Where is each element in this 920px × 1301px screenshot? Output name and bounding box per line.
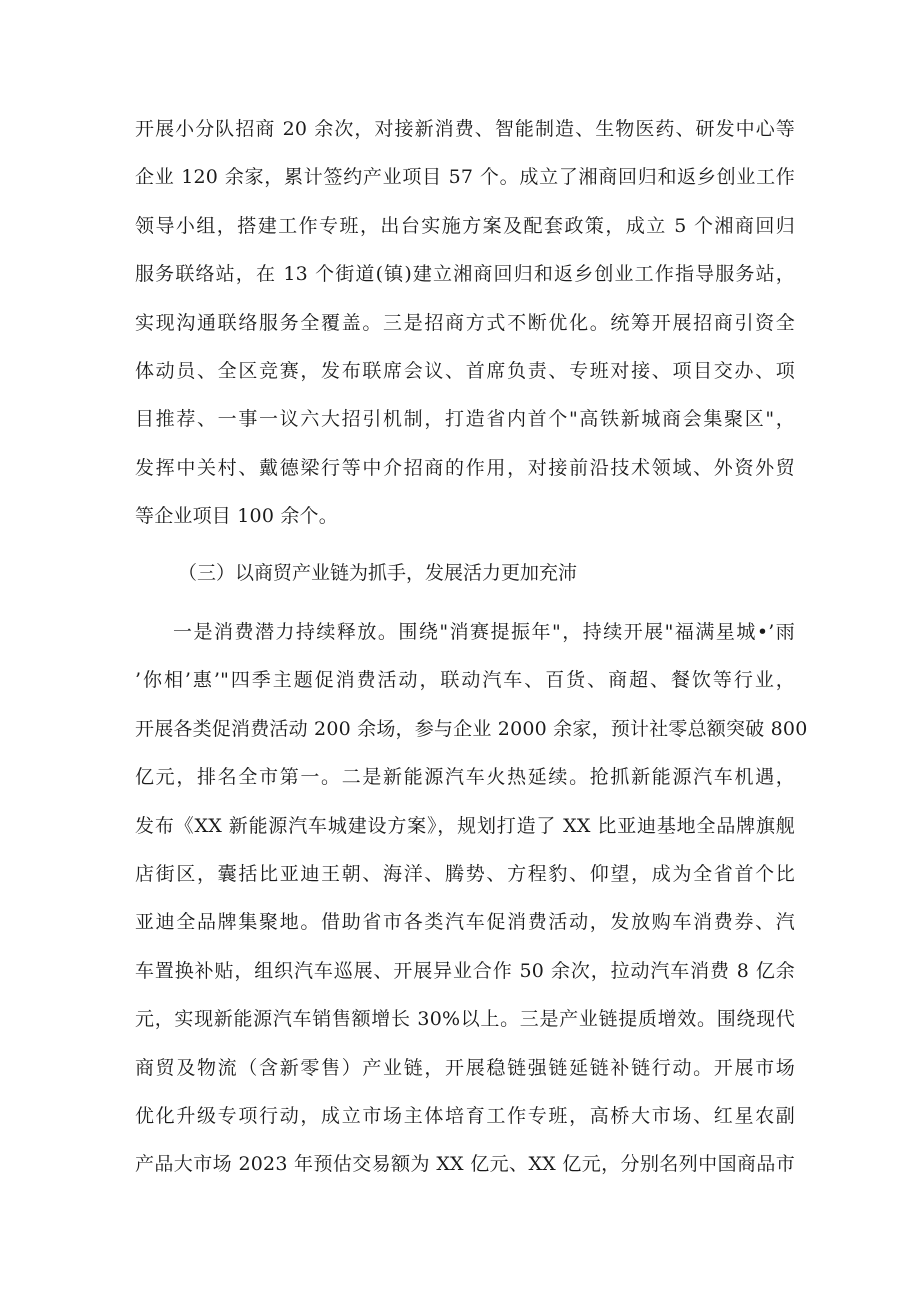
paragraph-line: 商贸及物流（含新零售）产业链，开展稳链强链延链补链行动。开展市场 [135, 1056, 795, 1079]
paragraph-line: 发挥中关村、戴德梁行等中介招商的作用，对接前沿技术领域、外资外贸 [135, 456, 795, 479]
section-heading: （三）以商贸产业链为抓手，发展活力更加充沛 [178, 562, 578, 584]
paragraph-line: 一是消费潜力持续释放。围绕"消赛提振年"，持续开展"福满星城•’雨 [173, 621, 795, 643]
paragraph-line: 企业 120 余家，累计签约产业项目 57 个。成立了湘商回归和返乡创业工作 [135, 166, 795, 189]
paragraph-line: 产品大市场 2023 年预估交易额为 XX 亿元、XX 亿元，分别名列中国商品市 [135, 1153, 795, 1176]
paragraph-line: 亿元，排名全市第一。二是新能源汽车火热延续。抢抓新能源汽车机遇， [135, 766, 795, 789]
paragraph-line: 亚迪全品牌集聚地。借助省市各类汽车促消费活动，发放购车消费券、汽 [135, 911, 795, 934]
paragraph-line: 车置换补贴，组织汽车巡展、开展异业合作 50 余次，拉动汽车消费 8 亿余 [135, 959, 795, 982]
paragraph-line: 开展各类促消费活动 200 余场，参与企业 2000 余家，预计社零总额突破 800 [135, 717, 808, 740]
paragraph-line: 元，实现新能源汽车销售额增长 30%以上。三是产业链提质增效。围绕现代 [135, 1008, 795, 1031]
paragraph-line: 体动员、全区竞赛，发布联席会议、首席负责、专班对接、项目交办、项 [135, 359, 795, 382]
paragraph-line: 等企业项目 100 余个。 [135, 505, 338, 528]
paragraph-line: 服务联络站，在 13 个街道(镇)建立湘商回归和返乡创业工作指导服务站， [135, 263, 795, 286]
paragraph-line: 优化升级专项行动，成立市场主体培育工作专班，高桥大市场、红星农副 [135, 1104, 795, 1127]
paragraph-line: 店街区，囊括比亚迪王朝、海洋、腾势、方程豹、仰望，成为全省首个比 [135, 862, 795, 885]
paragraph-line: 目推荐、一事一议六大招引机制，打造省内首个"高铁新城商会集聚区"， [135, 408, 795, 431]
paragraph-line: 开展小分队招商 20 余次，对接新消费、智能制造、生物医药、研发中心等 [135, 118, 795, 140]
paragraph-commerce [135, 608, 808, 1189]
paragraph-line: ’你相’惠’"四季主题促消费活动，联动汽车、百货、商超、餐饮等行业， [135, 669, 795, 692]
paragraph-line: 领导小组，搭建工作专班，出台实施方案及配套政策，成立 5 个湘商回归 [135, 214, 795, 237]
paragraph-line: 实现沟通联络服务全覆盖。三是招商方式不断优化。统筹开展招商引资全 [135, 311, 795, 334]
paragraph-line: 发布《XX 新能源汽车城建设方案》，规划打造了 XX 比亚迪基地全品牌旗舰 [135, 814, 795, 837]
paragraph-investment [135, 105, 795, 541]
